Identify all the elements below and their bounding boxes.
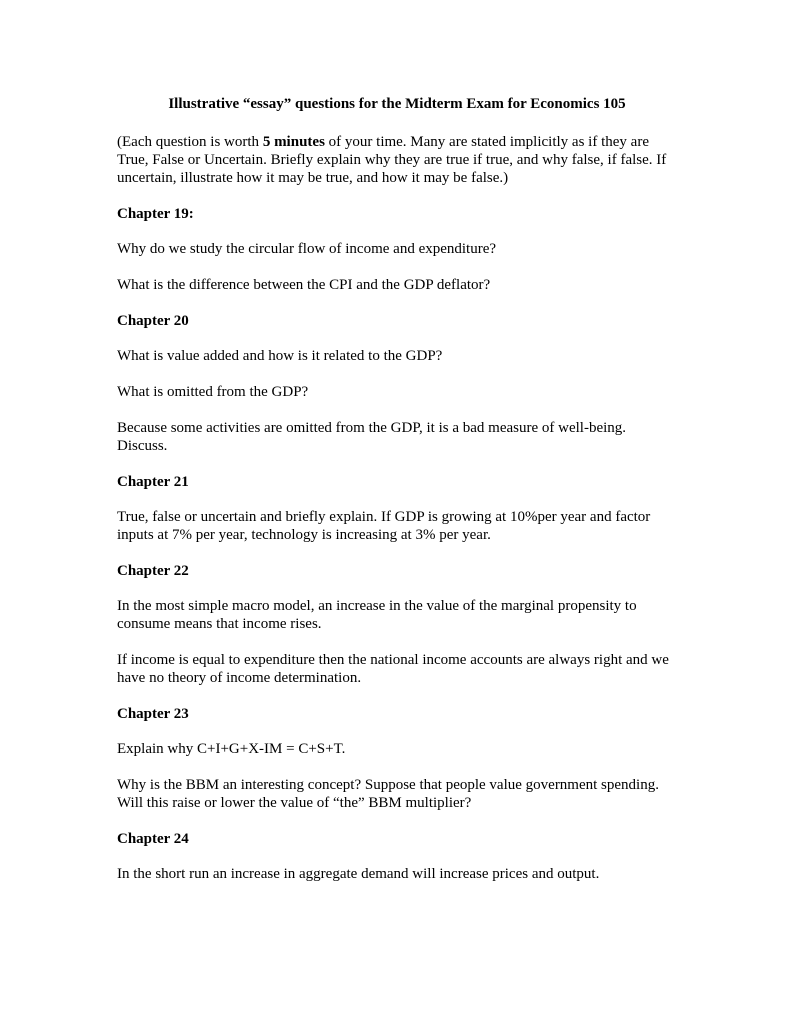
question: What is value added and how is it related to the GDP? (117, 348, 443, 364)
chapter-heading-21: Chapter 21 (117, 474, 189, 490)
intro-text-before: (Each question is worth (117, 134, 263, 150)
chapter-heading-22: Chapter 22 (117, 563, 189, 579)
question: Why do we study the circular flow of income and expenditure? (117, 241, 497, 257)
question: In the most simple macro model, an increase in the value of the marginal propensity to consume means that income rises. (117, 598, 637, 632)
chapter-heading-23: Chapter 23 (117, 706, 189, 722)
question: Explain why C+I+G+X-IM = C+S+T. (117, 741, 346, 757)
document-title: Illustrative “essay” questions for the Midterm Exam for Economics 105 (168, 96, 626, 112)
document-page (117, 95, 677, 901)
question: What is omitted from the GDP? (117, 384, 309, 400)
intro-bold-text: 5 minutes (262, 134, 325, 150)
question: If income is equal to expenditure then the national income accounts are always right and we have no theory of income determination. (117, 652, 669, 686)
intro-paragraph (117, 133, 677, 187)
chapter-heading-19: Chapter 19: (117, 206, 194, 222)
intro-text-after: of your time. Many are stated implicitly as if they are True, False or Uncertain. Briefly explain why they are true if true, and why false, if false. If uncertain, illustrate how it may be true, and how it may be false.) (117, 134, 667, 186)
question: Why is the BBM an interesting concept? Suppose that people value government spending. Will this raise or lower the value of “the” BBM multiplier? (117, 777, 659, 811)
chapter-heading-24: Chapter 24 (117, 831, 189, 847)
question: What is the difference between the CPI and the GDP deflator? (117, 277, 491, 293)
question: True, false or uncertain and briefly explain. If GDP is growing at 10%per year and factor inputs at 7% per year, technology is increasing at 3% per year. (117, 509, 651, 543)
question: In the short run an increase in aggregate demand will increase prices and output. (117, 866, 600, 882)
chapter-heading-20: Chapter 20 (117, 313, 189, 329)
question: Because some activities are omitted from the GDP, it is a bad measure of well-being. Discuss. (117, 420, 627, 454)
